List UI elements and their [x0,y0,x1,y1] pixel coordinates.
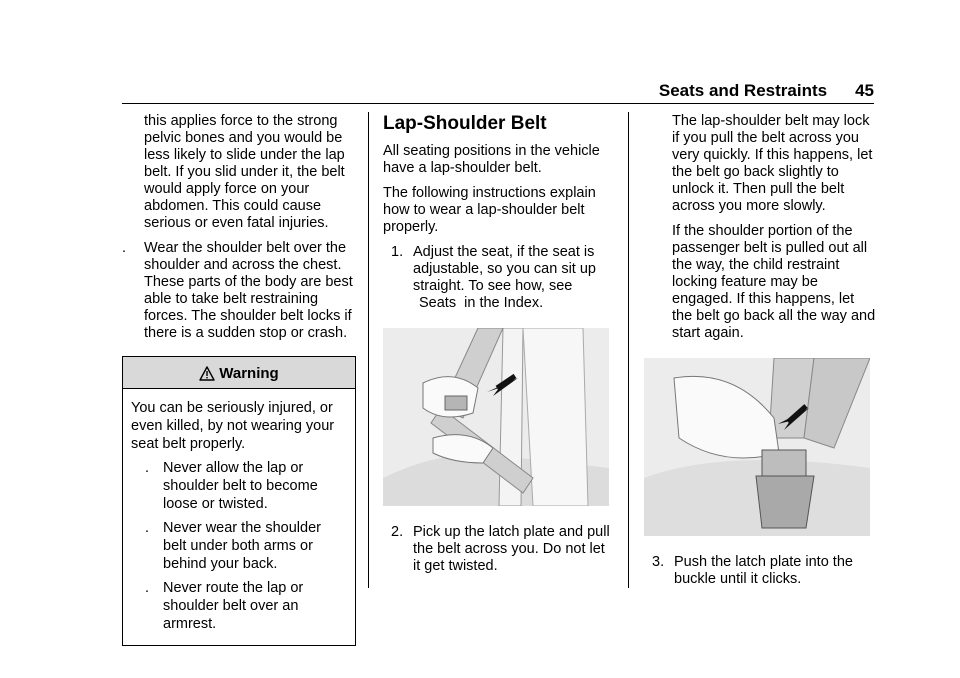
step-text: Pick up the latch plate and pull the belt across you. Do not let it get twisted. [413,524,610,574]
column-2 [383,113,613,583]
warning-triangle-icon [199,366,215,381]
bullet-symbol: . [145,580,150,596]
column-3 [644,113,876,596]
warning-item [131,519,347,573]
column-1 [122,113,356,646]
paragraph: The lap-shoulder belt may lock if you pull the belt across you very quickly. If this happens, let the belt go back slightly to unlock it. Then pull the belt across you more slowly. [672,113,873,214]
page-header [659,82,874,99]
warning-header [123,357,355,389]
bullet-symbol: . [145,520,150,536]
paragraph: If the shoulder portion of the passenger belt is pulled out all the way, the child restraint locking feature may be engaged. If this happens, let the belt go back all the way and start again. [672,223,876,341]
seatbelt-latch-illustration [383,328,609,506]
column-divider-2 [628,112,629,588]
bullet-symbol: . [122,240,127,256]
bullet-item [122,240,356,342]
column-divider-1 [368,112,369,588]
page-number: 45 [855,81,874,100]
header-rule [122,103,874,104]
step-text: in the Index. [464,295,544,311]
warning-box [122,356,356,646]
step-2 [383,524,613,575]
warning-item-text: Never wear the shoulder belt under both arms or behind your back. [163,520,321,572]
step-number: 2. [391,524,404,540]
step-number: 3. [652,554,665,570]
warning-intro: You can be seriously injured, or even killed, by not wearing your seat belt properly. [131,400,335,452]
section-title: Seats and Restraints [658,81,828,100]
warning-item [131,579,347,633]
warning-item-text: Never allow the lap or shoulder belt to become loose or twisted. [163,460,318,512]
section-heading: Lap-Shoulder Belt [383,113,547,134]
bullet-text: Wear the shoulder belt over the shoulder and across the chest. These parts of the body are best able to take belt restraining forces. The shoulder belt locks if there is a sudden stop or crash. [144,240,353,341]
paragraph: The following instructions explain how to wear a lap-shoulder belt properly. [383,185,596,235]
buckle-latch-illustration [644,358,870,536]
step-number: 1. [391,244,404,260]
index-reference-link[interactable]: Seats [419,295,457,311]
bullet-symbol: . [145,460,150,476]
paragraph: All seating positions in the vehicle have a lap-shoulder belt. [383,143,600,176]
step-3 [644,554,876,588]
warning-item-text: Never route the lap or shoulder belt over an armrest. [163,580,304,632]
warning-item [131,459,347,513]
step-text: Adjust the seat, if the seat is adjustable, so you can sit up straight. To see how, see [413,244,596,294]
warning-body [123,389,355,645]
warning-title: Warning [219,365,279,382]
continued-paragraph: this applies force to the strong pelvic bones and you would be less likely to slide under the lap belt. If you slid under it, the belt would apply force on your abdomen. This could cause serious or even fatal injuries. [144,113,345,231]
step-text: Push the latch plate into the buckle until it clicks. [674,554,853,587]
step-1 [383,244,613,312]
